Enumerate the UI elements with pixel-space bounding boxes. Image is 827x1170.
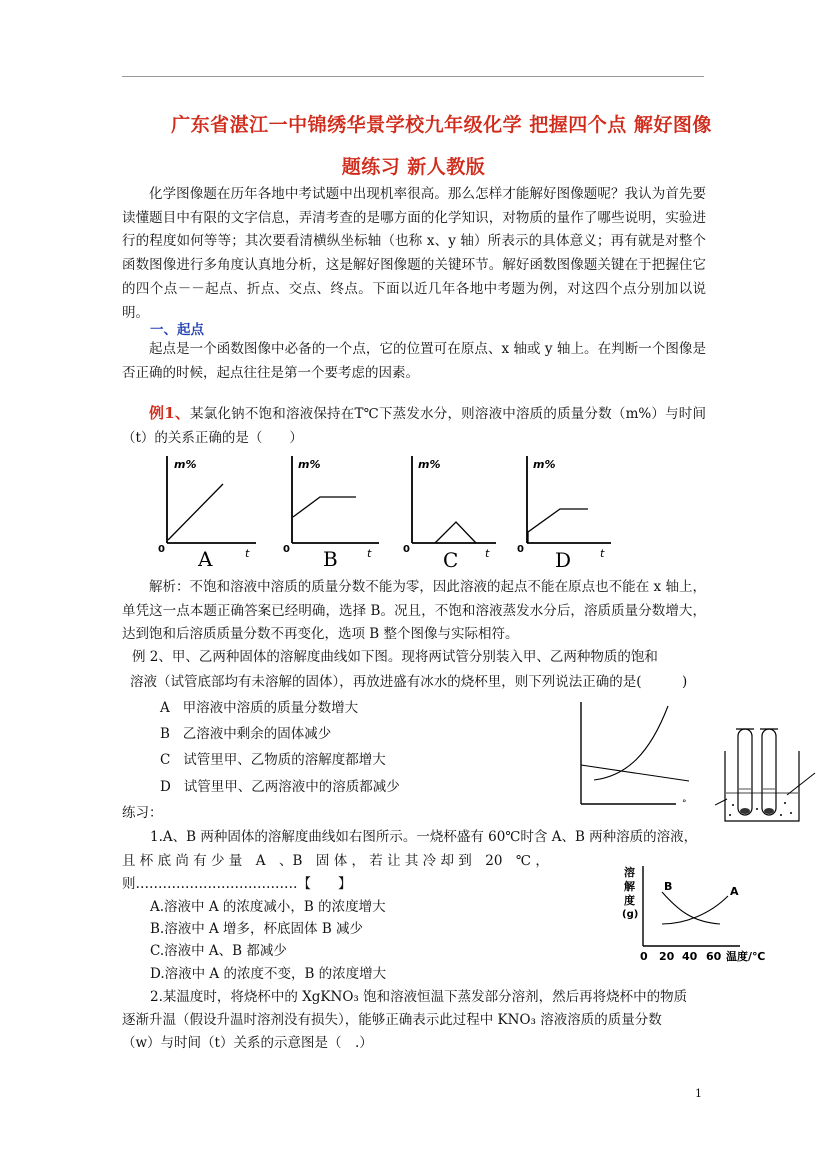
practice1-line1: 1.A、B 两种固体的溶解度曲线如右图所示。一烧杯盛有 60℃时含 A、B 两种溶质的溶液， [150, 829, 698, 845]
practice1-option-c: C.溶液中 A、B 都减少 [150, 943, 287, 959]
test-tubes-in-beaker [715, 725, 825, 827]
example2-option-b: B 乙溶液中剩余的固体减少 [160, 726, 332, 742]
section1-paragraph: 起点是一个函数图像中必备的一个点，它的位置可在原点、x 轴或 y 轴上。在判断一个图像是否正确的时候，起点往往是第一个要考虑的因素。 [122, 341, 706, 381]
graph-b-xlabel: t [367, 547, 372, 560]
graph-c-xlabel: t [485, 547, 490, 560]
example2-line1: 例 2、甲、乙两种固体的溶解度曲线如下图。现将两试管分别装入甲、乙两种物质的饱和 [132, 649, 658, 665]
p1-ylabel-char-2: 解 [624, 880, 635, 893]
graph-d-letter: D [555, 548, 572, 572]
practice1-option-d: D.溶液中 A 的浓度不变，B 的浓度增大 [150, 966, 387, 982]
graph-c-letter: C [443, 548, 459, 572]
header-rule [122, 76, 704, 77]
example2-option-c: C 试管里甲、乙物质的溶解度都增大 [160, 752, 386, 768]
p1-tick-60: 60 [706, 950, 722, 963]
example1-graphs [150, 450, 620, 580]
graph-a [158, 456, 256, 571]
example2-line2: 溶液（试管底部均有未溶解的固体），再放进盛有冰水的烧杯里，则下列说法正确的是( ) [130, 674, 688, 690]
graph-b-origin: 0 [283, 544, 290, 555]
document-title-line2: 题练习 新人教版 [341, 156, 486, 178]
p1-ylabel-char-4: (g) [622, 909, 639, 920]
graph-c-ylabel: m% [418, 458, 441, 471]
example2-solubility-graph [572, 698, 692, 810]
graph-c-origin: 0 [403, 544, 410, 555]
graph-a-letter: A [198, 547, 213, 571]
practice1-option-b: B.溶液中 A 增多，杯底固体 B 减少 [150, 921, 364, 937]
practice-label: 练习： [122, 805, 163, 821]
graph-c [403, 456, 496, 572]
graph-b-letter: B [323, 547, 338, 571]
p1-tick-40: 40 [682, 950, 698, 963]
graph-d-ylabel: m% [533, 458, 556, 471]
graph-d-origin: 0 [517, 544, 524, 555]
page-number: 1 [695, 1087, 702, 1100]
practice1-line3: 则………………………………【 】 [122, 876, 352, 892]
p1-curve-label-b: B [664, 880, 673, 893]
graph-b-ylabel: m% [298, 458, 321, 471]
example1-label: 例1、 [149, 404, 191, 422]
analysis1-paragraph: 解析：不饱和溶液中溶质的质量分数不能为零，因此溶液的起点不能在原点也不能在 x 轴上，单凭这一点本题正确答案已经明确，选择 B。况且，不饱和溶液蒸发水分后，溶质质量分数增大，达到饱和后溶质质量分数不再变化，选项 B 整个图像与实际相符。 [122, 579, 706, 643]
p1-ylabel-char-3: 度 [624, 894, 635, 907]
graph-d-xlabel: t [600, 547, 605, 560]
example2-graph-label: ° [682, 799, 687, 809]
practice2-line2: 逐渐升温（假设升温时溶剂没有损失），能够正确表示此过程中 KNO₃ 溶液溶质的质量分数 [122, 1012, 662, 1028]
graph-a-ylabel: m% [174, 458, 197, 471]
intro-paragraph: 化学图像题在历年各地中考试题中出现机率很高。那么怎样才能解好图像题呢？我认为首先要读懂题目中有限的文字信息，弄清考查的是哪方面的化学知识，对物质的量作了哪些说明，实验进行的程度如何等等；其次要看清横纵坐标轴（也称 x、y 轴）所表示的具体意义；再有就是对整个函数图像进行多角度认真地分析，这是解好图像题的关键环节。解好函数图像题关键在于把握住它的四个点－－起点、折点、交点、终点。下面以近几年各地中考题为例，对这四个点分别加以说明。 [122, 186, 706, 321]
example1-question [122, 402, 706, 450]
example2-option-d: D 试管里甲、乙两溶液中的溶质都减少 [160, 779, 400, 795]
practice1-line2: 且 杯 底 尚 有 少 量 A 、B 固 体 ， 若 让 其 冷 却 到 20 ℃ ， [122, 853, 549, 869]
p1-curve-label-a: A [730, 885, 739, 898]
section1-heading: 一、起点 [150, 322, 204, 338]
p1-tick-0: 0 [640, 950, 648, 963]
example1-text: 某氯化钠不饱和溶液保持在T℃下蒸发水分，则溶液中溶质的质量分数（m%）与时间（t）的关系正确的是（ ） [122, 406, 707, 446]
example2-option-a: A 甲溶液中溶质的质量分数增大 [160, 700, 359, 716]
graph-d [517, 456, 611, 572]
graph-a-xlabel: t [245, 547, 250, 560]
practice2-line3: （w）与时间（t）关系的示意图是（ .） [122, 1035, 373, 1051]
p1-xlabel: 温度/℃ [726, 950, 766, 963]
document-title-line1: 广东省湛江一中锦绣华景学校九年级化学 把握四个点 解好图像 [171, 114, 712, 136]
practice1-solubility-graph [620, 862, 775, 967]
graph-b [283, 456, 379, 571]
practice2-line1: 2.某温度时，将烧杯中的 XgKNO₃ 饱和溶液恒温下蒸发部分溶剂，然后再将烧杯中的物质 [150, 989, 688, 1005]
p1-ylabel-char-1: 溶 [624, 866, 635, 879]
practice1-option-a: A.溶液中 A 的浓度减小，B 的浓度增大 [150, 899, 386, 915]
graph-a-origin: 0 [158, 544, 165, 555]
p1-tick-20: 20 [659, 950, 675, 963]
